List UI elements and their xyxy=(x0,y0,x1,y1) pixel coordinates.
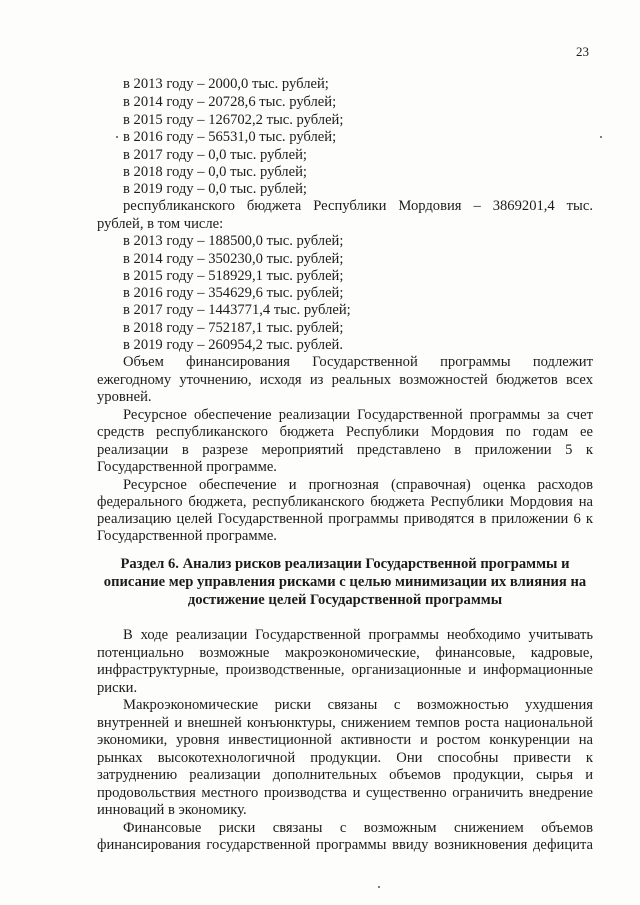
para-annex6-l2: федерального бюджета, республиканского бюджета Республики Мордовия на xyxy=(97,494,593,510)
rep-budget-total: республиканского бюджета Республики Мордовия – 3869201,4 тыс. xyxy=(123,198,593,214)
para-risks-l2: потенциально возможные макроэкономические, финансовые, кадровые, xyxy=(97,645,593,661)
rep-year-2016: в 2016 году – 354629,6 тыс. рублей; xyxy=(123,285,344,301)
para-annex6-l1: Ресурсное обеспечение и прогнозная (справочная) оценка расходов xyxy=(123,477,593,493)
rep-year-2014: в 2014 году – 350230,0 тыс. рублей; xyxy=(123,251,344,267)
fed-year-2018: в 2018 году – 0,0 тыс. рублей; xyxy=(123,164,307,180)
scan-speck xyxy=(600,136,602,138)
rep-year-2019: в 2019 году – 260954,2 тыс. рублей. xyxy=(123,337,344,353)
para-annex5-l4: Государственной программе. xyxy=(97,459,277,475)
section-heading-l3: достижение целей Государственной программы xyxy=(187,592,503,608)
para-annex5-l3: реализации в разрезе мероприятий представлено в приложении 5 к xyxy=(97,442,593,458)
para-macro-l4: рынках высокотехнологичной продукции. Они способны привести к xyxy=(97,750,593,766)
para-finrisk-l2: финансирования государственной программы ввиду возникновения дефицита xyxy=(97,837,593,853)
para-financing-l1: Объем финансирования Государственной программы подлежит xyxy=(123,354,593,370)
para-risks-l1: В ходе реализации Государственной программы необходимо учитывать xyxy=(123,627,593,643)
fed-year-2013: в 2013 году – 2000,0 тыс. рублей; xyxy=(123,76,329,92)
section-heading-l1: Раздел 6. Анализ рисков реализации Государственной программы и xyxy=(120,556,570,572)
para-risks-l3: инфраструктурные, производственные, организационные и информационные xyxy=(97,662,593,678)
page-number: 23 xyxy=(576,44,589,59)
scan-speck xyxy=(378,886,380,888)
para-macro-l3: экономики, уровня инвестиционной активности и ростом конкуренции на xyxy=(97,732,593,748)
para-macro-l7: инноваций в экономику. xyxy=(97,802,247,818)
rep-year-2015: в 2015 году – 518929,1 тыс. рублей; xyxy=(123,268,344,284)
fed-year-2015: в 2015 году – 126702,2 тыс. рублей; xyxy=(123,112,344,128)
para-macro-l6: продовольствия местного производства и существенно ограничить внедрение xyxy=(97,785,593,801)
scan-speck xyxy=(116,136,118,138)
rep-year-2013: в 2013 году – 188500,0 тыс. рублей; xyxy=(123,233,344,249)
para-macro-l5: затруднению реализации дополнительных объемов продукции, сырья и xyxy=(97,767,593,783)
para-finrisk-l1: Финансовые риски связаны с возможным снижением объемов xyxy=(123,820,593,836)
para-macro-l2: внутренней и внешней конъюнктуры, снижением темпов роста национальной xyxy=(97,715,593,731)
para-risks-l4: риски. xyxy=(97,680,138,696)
para-annex5-l1: Ресурсное обеспечение реализации Государственной программы за счет xyxy=(123,407,593,423)
rep-budget-including: рублей, в том числе: xyxy=(97,216,224,232)
para-macro-l1: Макроэкономические риски связаны с возможностью ухудшения xyxy=(123,697,593,713)
para-annex6-l4: Государственной программе. xyxy=(97,528,277,544)
para-financing-l2: ежегодному уточнению, исходя из реальных возможностей бюджетов всех xyxy=(97,372,593,388)
rep-year-2018: в 2018 году – 752187,1 тыс. рублей; xyxy=(123,320,344,336)
fed-year-2017: в 2017 году – 0,0 тыс. рублей; xyxy=(123,147,307,163)
section-heading-l2: описание мер управления рисками с целью минимизации их влияния на xyxy=(103,574,587,590)
para-annex6-l3: реализацию целей Государственной программы приводятся в приложении 6 к xyxy=(97,511,593,527)
fed-year-2014: в 2014 году – 20728,6 тыс. рублей; xyxy=(123,94,337,110)
fed-year-2019: в 2019 году – 0,0 тыс. рублей; xyxy=(123,181,307,197)
rep-year-2017: в 2017 году – 1443771,4 тыс. рублей; xyxy=(123,302,351,318)
para-annex5-l2: средств республиканского бюджета Республики Мордовия по годам ее xyxy=(97,424,593,440)
para-financing-l3: уровней. xyxy=(97,389,152,405)
fed-year-2016: в 2016 году – 56531,0 тыс. рублей; xyxy=(123,129,337,145)
